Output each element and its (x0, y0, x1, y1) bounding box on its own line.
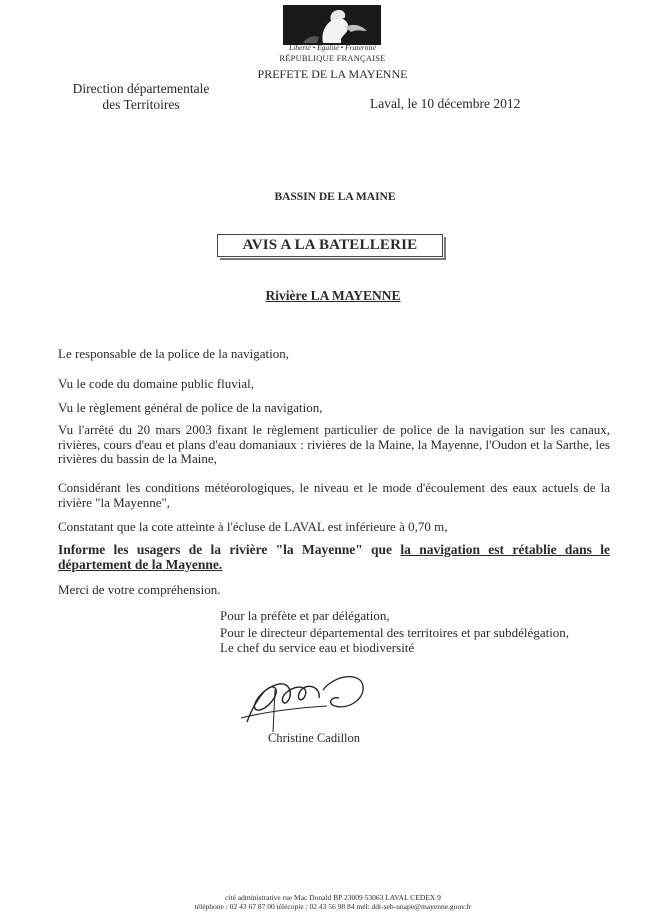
footer-address: cité administrative rue Mac Donald BP 23009 53063 LAVAL CEDEX 9 (225, 893, 441, 902)
marianne-logo (283, 5, 381, 45)
signer-name: Christine Cadillon (268, 731, 361, 745)
notice-title: AVIS A LA BATELLERIE (217, 234, 443, 257)
department-line-1: Direction départementale (72, 81, 210, 96)
delegation-line-2: Pour le directeur départemental des territoires et par subdélégation, (220, 625, 570, 640)
paragraph-regulation: Vu le règlement général de police de la navigation, (58, 400, 323, 415)
delegation-line-1: Pour la préfète et par délégation, (220, 608, 390, 623)
republic-motto: Liberté • Égalité • Fraternité (289, 43, 376, 52)
delegation-line-3: Le chef du service eau et biodiversité (220, 640, 415, 655)
paragraph-conditions: Considérant les conditions météorologiques, le niveau et le mode d'écoulement des eaux actuels de la rivière "la Mayenne", (58, 480, 610, 510)
paragraph-decision (58, 543, 610, 572)
paragraph-level: Constatant que la cote atteinte à l'écluse de LAVAL est inférieure à 0,70 m, (58, 519, 448, 534)
footer (130, 893, 536, 911)
document-date: Laval, le 10 décembre 2012 (370, 96, 521, 111)
paragraph-thanks: Merci de votre compréhension. (58, 582, 221, 597)
department-name (66, 81, 216, 113)
basin-title: BASSIN DE LA MAINE (274, 191, 396, 203)
department-line-2: des Territoires (102, 97, 180, 112)
paragraph-code: Vu le code du domaine public fluvial, (58, 376, 254, 391)
handwritten-signature (235, 660, 375, 740)
paragraph-decree: Vu l'arrêté du 20 mars 2003 fixant le règlement particulier de police de la navigation sur les canaux, rivières, cours d'eau et plans d'eau domaniaux : rivières de la Maine, la Mayenne, l'Oudon et la Sarthe, les rivières du bassin de la Maine, (58, 422, 610, 466)
paragraph-authority: Le responsable de la police de la navigation, (58, 346, 290, 361)
river-title: Rivière LA MAYENNE (265, 288, 401, 303)
republic-name: RÉPUBLIQUE FRANÇAISE (279, 53, 386, 63)
decision-underlined-text: la navigation est rétablie dans le département de la Mayenne. (58, 542, 610, 572)
prefecture-name: PREFETE DE LA MAYENNE (257, 67, 408, 81)
footer-contact: téléphone : 02 43 67 87 00 télécopie : 02 43 56 98 84 mél: ddt-seb-unape@mayenne.gouv.fr (194, 902, 472, 911)
decision-text: Informe les usagers de la rivière "la Mayenne" que (58, 542, 401, 557)
